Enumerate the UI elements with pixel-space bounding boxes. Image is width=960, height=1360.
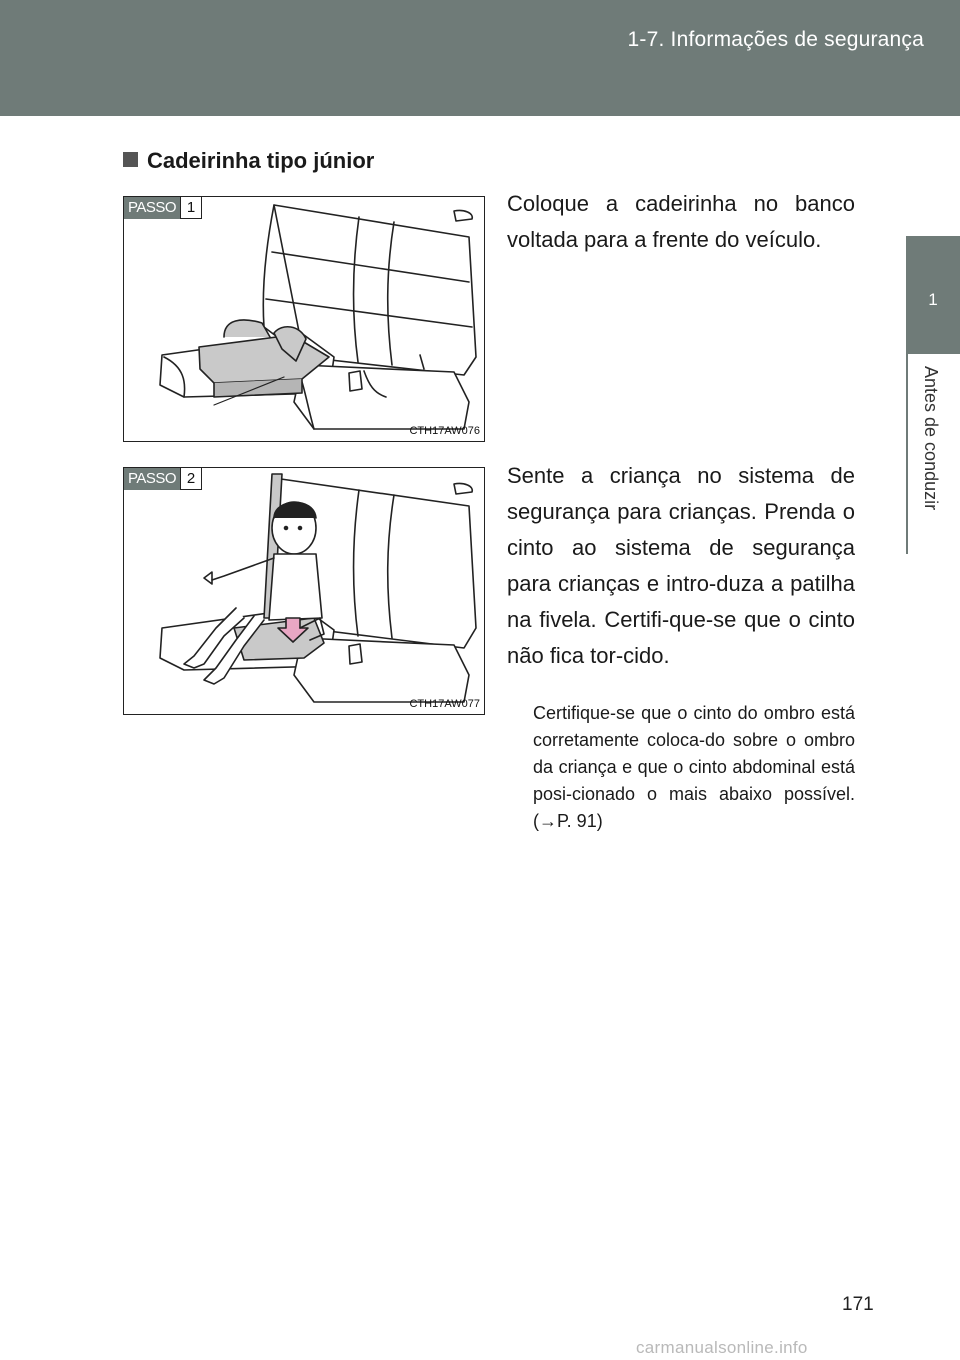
step-number: 1 bbox=[180, 197, 202, 219]
step-2-note: Certifique-se que o cinto do ombro está corretamente coloca-do sobre o ombro da criança e que o cinto abdominal está posi-cionado o mais abaixo possível. (→P. 91) bbox=[533, 703, 855, 831]
chapter-number: 1 bbox=[928, 290, 938, 309]
figure-step-1 bbox=[123, 196, 485, 442]
square-bullet-icon bbox=[123, 152, 138, 167]
figure-code: CTH17AW076 bbox=[409, 425, 480, 437]
booster-seat-on-bench-illustration bbox=[124, 197, 484, 441]
section-heading-text: Cadeirinha tipo júnior bbox=[147, 148, 375, 173]
figure-step-2 bbox=[123, 467, 485, 715]
step-2-text: Sente a criança no sistema de segurança para crianças. Prenda o cinto ao sistema de segurança para crianças e intro-duza a patilha na fivela. Certifi-que-se que o cinto não fica tor-cido. bbox=[507, 463, 855, 668]
step-1-text: Coloque a cadeirinha no banco voltada para a frente do veículo. bbox=[507, 191, 855, 252]
watermark: carmanualsonline.info bbox=[636, 1338, 808, 1357]
step-number: 2 bbox=[180, 468, 202, 490]
section-title: 1-7. Informações de segurança bbox=[627, 28, 924, 51]
chapter-rule bbox=[906, 354, 908, 554]
section-heading bbox=[123, 148, 374, 174]
child-on-booster-illustration bbox=[124, 468, 484, 714]
step-word: PASSO bbox=[124, 197, 180, 219]
page-number: 171 bbox=[842, 1294, 874, 1315]
figure-code: CTH17AW077 bbox=[409, 698, 480, 710]
step-badge bbox=[124, 468, 202, 490]
chapter-tab[interactable] bbox=[906, 236, 960, 354]
step-badge bbox=[124, 197, 202, 219]
chapter-label: Antes de conduzir bbox=[921, 366, 941, 511]
header-band bbox=[0, 0, 960, 116]
step-word: PASSO bbox=[124, 468, 180, 490]
